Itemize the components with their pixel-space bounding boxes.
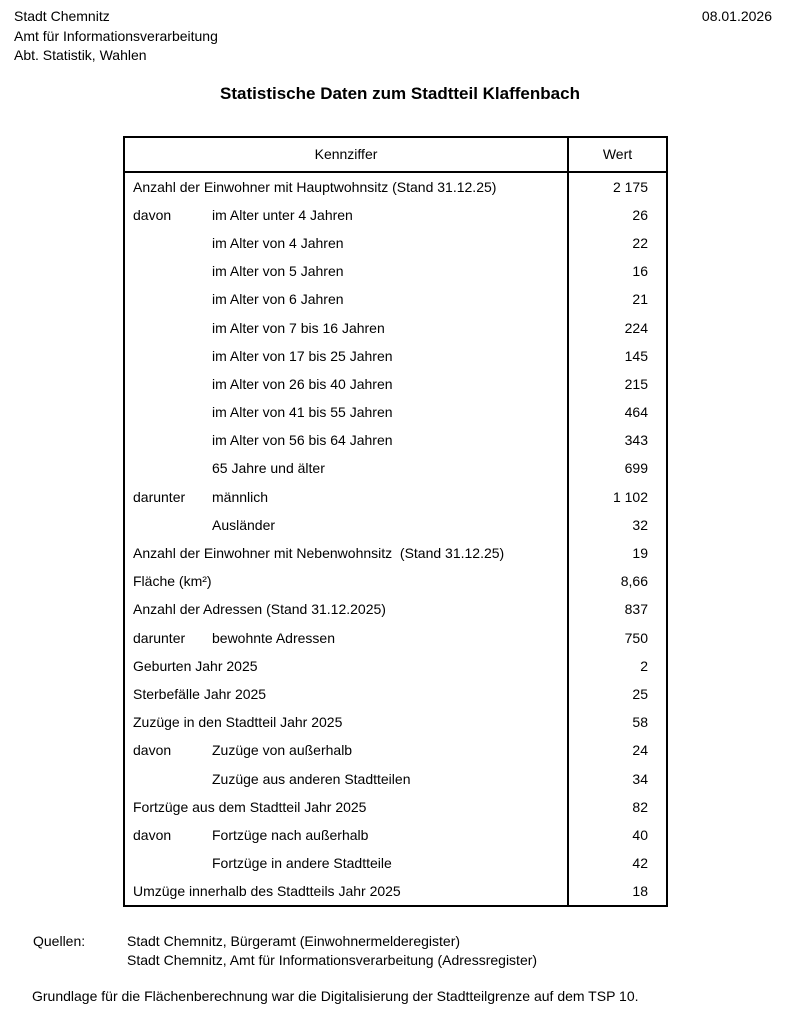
row-kennziffer-cell: [125, 595, 569, 623]
row-value: 837: [624, 601, 648, 618]
row-kennziffer-cell: [125, 736, 569, 764]
table-row: [125, 736, 666, 764]
row-kennziffer-cell: [125, 313, 569, 341]
row-kennziffer-cell: [125, 201, 569, 229]
document-date: 08.01.2026: [701, 8, 772, 24]
row-value: 58: [632, 714, 648, 731]
row-label: im Alter unter 4 Jahren: [212, 206, 353, 223]
table-row: [125, 483, 666, 511]
row-label: 65 Jahre und älter: [212, 460, 325, 477]
table-row: [125, 370, 666, 398]
row-value: 26: [632, 206, 648, 223]
table-body: [125, 173, 666, 906]
table-row: [125, 680, 666, 708]
row-value: 750: [624, 629, 648, 646]
table-row: [125, 567, 666, 595]
row-value: 22: [632, 234, 648, 251]
row-value: 699: [624, 460, 648, 477]
row-label: im Alter von 4 Jahren: [212, 234, 344, 251]
org-block: [14, 7, 218, 66]
row-group-prefix: davon: [133, 206, 172, 223]
row-kennziffer-cell: [125, 426, 569, 454]
page-header: [0, 0, 800, 66]
row-value: 40: [632, 826, 648, 843]
row-kennziffer-cell: [125, 624, 569, 652]
table-row: [125, 539, 666, 567]
table-row: [125, 764, 666, 792]
sources-label: Quellen:: [33, 933, 86, 950]
source-line-2: Stadt Chemnitz, Amt für Informationsverarbeitung (Adressregister): [127, 952, 538, 969]
row-value: 21: [632, 291, 648, 308]
row-value: 2: [640, 657, 648, 674]
org-line-city: Stadt Chemnitz: [14, 8, 110, 24]
table-row: [125, 229, 666, 257]
row-label: Anzahl der Einwohner mit Hauptwohnsitz (Stand 31.12.25): [133, 178, 497, 195]
sources-block: [33, 932, 800, 970]
table-row: [125, 595, 666, 623]
table-row: [125, 257, 666, 285]
table-row: [125, 511, 666, 539]
table-row: [125, 285, 666, 313]
row-label: Fortzüge in andere Stadtteile: [212, 855, 392, 872]
row-value: 19: [632, 545, 648, 562]
row-group-prefix: darunter: [133, 488, 186, 505]
row-value: 464: [624, 404, 648, 421]
table-row: [125, 821, 666, 849]
row-kennziffer-cell: [125, 173, 569, 201]
row-kennziffer-cell: [125, 342, 569, 370]
row-kennziffer-cell: [125, 764, 569, 792]
row-value: 25: [632, 685, 648, 702]
row-label: Anzahl der Adressen (Stand 31.12.2025): [133, 601, 386, 618]
row-value: 224: [624, 319, 648, 336]
table-row: [125, 877, 666, 905]
row-kennziffer-cell: [125, 793, 569, 821]
row-value: 1 102: [612, 488, 648, 505]
org-line-office: Amt für Informationsverarbeitung: [14, 27, 218, 44]
table-row: [125, 793, 666, 821]
row-value: 34: [632, 770, 648, 787]
row-kennziffer-cell: [125, 285, 569, 313]
column-header-wert: Wert: [602, 146, 633, 162]
row-value: 8,66: [620, 573, 648, 590]
row-label: Zuzüge in den Stadtteil Jahr 2025: [133, 714, 343, 731]
row-value: 32: [632, 516, 648, 533]
row-kennziffer-cell: [125, 398, 569, 426]
row-label: im Alter von 17 bis 25 Jahren: [212, 347, 393, 364]
table-row: [125, 201, 666, 229]
source-line-1: Stadt Chemnitz, Bürgeramt (Einwohnermelderegister): [127, 933, 461, 950]
row-value: 42: [632, 855, 648, 872]
org-line-department: Abt. Statistik, Wahlen: [14, 47, 147, 63]
table-row: [125, 708, 666, 736]
area-calculation-note: Grundlage für die Flächenberechnung war die Digitalisierung der Stadtteilgrenze auf dem TSP 10.: [32, 988, 639, 1005]
row-label: Fortzüge aus dem Stadtteil Jahr 2025: [133, 798, 367, 815]
row-value: 215: [624, 375, 648, 392]
row-label: männlich: [212, 488, 269, 505]
table-row: [125, 454, 666, 482]
row-kennziffer-cell: [125, 708, 569, 736]
table-row: [125, 849, 666, 877]
statistics-table: [123, 136, 668, 908]
row-label: Umzüge innerhalb des Stadtteils Jahr 2025: [133, 883, 401, 900]
row-label: Ausländer: [212, 516, 276, 533]
page-title: Statistische Daten zum Stadtteil Klaffenbach: [220, 83, 580, 103]
row-value: 2 175: [612, 178, 648, 195]
row-group-prefix: davon: [133, 742, 172, 759]
row-label: Fläche (km²): [133, 573, 212, 590]
row-kennziffer-cell: [125, 511, 569, 539]
row-label: Anzahl der Einwohner mit Nebenwohnsitz (Stand 31.12.25): [133, 545, 505, 562]
row-label: bewohnte Adressen: [212, 629, 335, 646]
row-label: im Alter von 6 Jahren: [212, 291, 344, 308]
row-kennziffer-cell: [125, 539, 569, 567]
table-row: [125, 652, 666, 680]
column-header-kennziffer: Kennziffer: [125, 138, 569, 171]
sources-lines: [127, 932, 537, 970]
row-value: 16: [632, 263, 648, 280]
row-label: Fortzüge nach außerhalb: [212, 826, 369, 843]
row-label: im Alter von 5 Jahren: [212, 263, 344, 280]
row-value: 24: [632, 742, 648, 759]
table-header-row: [125, 138, 666, 173]
row-kennziffer-cell: [125, 567, 569, 595]
row-value: 18: [632, 883, 648, 900]
row-value: 343: [624, 432, 648, 449]
row-group-prefix: davon: [133, 826, 172, 843]
row-kennziffer-cell: [125, 257, 569, 285]
row-label: Sterbefälle Jahr 2025: [133, 685, 267, 702]
row-label: im Alter von 26 bis 40 Jahren: [212, 375, 393, 392]
row-value: 82: [632, 798, 648, 815]
row-group-prefix: darunter: [133, 629, 186, 646]
row-kennziffer-cell: [125, 849, 569, 877]
table-row: [125, 426, 666, 454]
row-kennziffer-cell: [125, 877, 569, 905]
row-label: Zuzüge aus anderen Stadtteilen: [212, 770, 411, 787]
row-label: im Alter von 56 bis 64 Jahren: [212, 432, 393, 449]
row-value: 145: [624, 347, 648, 364]
row-label: im Alter von 7 bis 16 Jahren: [212, 319, 385, 336]
row-kennziffer-cell: [125, 483, 569, 511]
row-kennziffer-cell: [125, 680, 569, 708]
table-row: [125, 624, 666, 652]
row-kennziffer-cell: [125, 229, 569, 257]
row-label: Zuzüge von außerhalb: [212, 742, 353, 759]
table-row: [125, 398, 666, 426]
table-row: [125, 173, 666, 201]
row-kennziffer-cell: [125, 454, 569, 482]
row-kennziffer-cell: [125, 652, 569, 680]
table-row: [125, 342, 666, 370]
row-kennziffer-cell: [125, 821, 569, 849]
row-label: Geburten Jahr 2025: [133, 657, 258, 674]
row-label: im Alter von 41 bis 55 Jahren: [212, 404, 393, 421]
table-row: [125, 313, 666, 341]
row-kennziffer-cell: [125, 370, 569, 398]
